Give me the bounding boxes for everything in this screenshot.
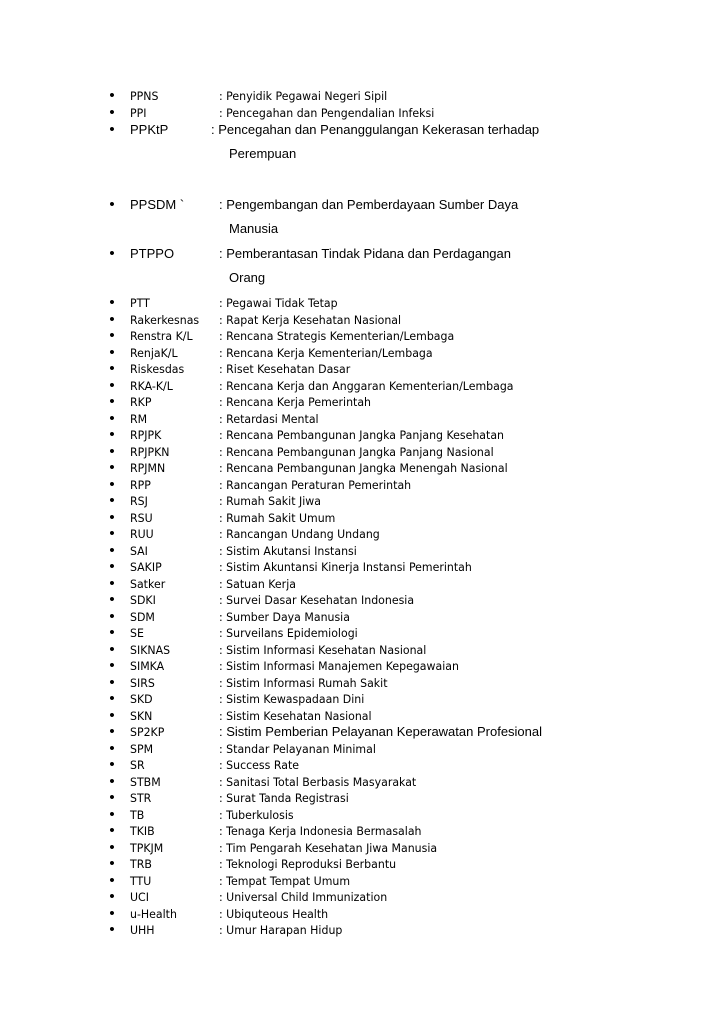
glossary-entry	[0, 922, 728, 938]
entry-abbreviation: SIRS	[130, 675, 155, 690]
glossary-entry	[0, 411, 728, 427]
entry-abbreviation: UHH	[130, 923, 155, 937]
entry-abbreviation: PTPPO	[130, 246, 175, 261]
entry-abbreviation: SDM	[130, 609, 155, 624]
glossary-entry	[0, 691, 728, 707]
glossary-entry	[0, 559, 728, 575]
glossary-entry	[0, 774, 728, 790]
glossary-entry	[0, 807, 728, 823]
entry-abbreviation: TKIB	[130, 824, 155, 838]
entry-definition: : Rencana Kerja Pemerintah	[219, 395, 372, 409]
bullet-icon: •	[109, 459, 115, 476]
glossary-entry	[0, 790, 728, 806]
entry-definition: : Rencana Pembangunan Jangka Menengah Nasional	[219, 461, 508, 475]
bullet-icon: •	[109, 104, 115, 121]
glossary-entry	[0, 105, 728, 121]
glossary-entry	[0, 906, 728, 922]
bullet-icon: •	[109, 327, 115, 344]
entry-definition: : Penyidik Pegawai Negeri Sipil	[219, 89, 388, 103]
glossary-entry	[0, 493, 728, 509]
entry-abbreviation: SAI	[130, 543, 148, 558]
entry-abbreviation: TRB	[130, 857, 152, 871]
entry-definition: : Rumah Sakit Jiwa	[219, 494, 321, 508]
glossary-entry	[0, 741, 728, 757]
entry-abbreviation: PTT	[130, 296, 150, 310]
glossary-entry	[0, 312, 728, 328]
entry-definition: : Pencegahan dan Penanggulangan Kekerasan terhadap	[211, 122, 540, 137]
bullet-icon: •	[109, 525, 115, 542]
entry-definition: : Sistim Pemberian Pelayanan Keperawatan Profesional	[219, 724, 543, 739]
bullet-icon: •	[109, 624, 115, 641]
bullet-icon: •	[109, 492, 115, 509]
entry-definition: : Sanitasi Total Berbasis Masyarakat	[219, 774, 417, 789]
glossary-entry	[0, 88, 728, 104]
entry-definition: : Success Rate	[219, 758, 299, 772]
entry-abbreviation: PPNS	[130, 89, 159, 103]
bullet-icon: •	[109, 558, 115, 575]
entry-definition-continuation: Perempuan	[229, 146, 297, 161]
glossary-entry	[0, 757, 728, 773]
entry-definition: : Surveilans Epidemiologi	[219, 626, 358, 640]
entry-abbreviation: Rakerkesnas	[130, 312, 200, 327]
glossary-entry	[0, 675, 728, 691]
bullet-icon: •	[109, 393, 115, 410]
bullet-icon: •	[109, 121, 115, 138]
entry-definition: : Teknologi Reproduksi Berbantu	[219, 857, 397, 871]
bullet-icon: •	[109, 574, 115, 592]
entry-definition: : Sistim Akutansi Instansi	[219, 543, 357, 558]
entry-definition: : Rapat Kerja Kesehatan Nasional	[219, 312, 402, 327]
bullet-icon: •	[109, 376, 115, 394]
entry-abbreviation: RSU	[130, 510, 153, 525]
entry-definition: : Rumah Sakit Umum	[219, 510, 336, 525]
glossary-entry	[0, 345, 728, 361]
glossary-entry	[0, 378, 728, 394]
entry-definition: : Tempat Tempat Umum	[219, 873, 351, 888]
entry-abbreviation: SE	[130, 626, 144, 640]
entry-abbreviation: Renstra K/L	[130, 329, 193, 343]
bullet-icon: •	[109, 657, 115, 674]
bullet-icon: •	[109, 245, 115, 262]
entry-definition: : Pengembangan dan Pemberdayaan Sumber Daya	[219, 197, 519, 212]
entry-abbreviation: SDKI	[130, 593, 156, 607]
bullet-icon: •	[109, 706, 115, 724]
glossary-entry	[0, 246, 728, 286]
entry-definition: : Retardasi Mental	[219, 411, 319, 426]
entry-definition: : Sistim Informasi Kesehatan Nasional	[219, 642, 427, 657]
glossary-entry	[0, 295, 728, 311]
entry-abbreviation: SR	[130, 758, 145, 772]
bullet-icon: •	[109, 310, 115, 328]
entry-definition: : Pemberantasan Tindak Pidana dan Perdagangan	[219, 246, 511, 261]
entry-abbreviation: UCI	[130, 890, 149, 904]
bullet-icon: •	[109, 442, 115, 460]
entry-abbreviation: SKN	[130, 708, 153, 723]
entry-definition: : Sistim Informasi Rumah Sakit	[219, 675, 388, 690]
entry-abbreviation: TTU	[130, 873, 152, 888]
entry-abbreviation: PPSDM `	[130, 197, 185, 212]
entry-abbreviation: TPKJM	[130, 840, 164, 855]
bullet-icon: •	[109, 196, 115, 213]
glossary-entry	[0, 856, 728, 872]
bullet-icon: •	[109, 475, 115, 493]
glossary-entry	[0, 427, 728, 443]
glossary-entry	[0, 625, 728, 641]
entry-abbreviation: RSJ	[130, 494, 148, 508]
bullet-icon: •	[109, 871, 115, 889]
entry-definition: : Tuberkulosis	[219, 807, 294, 822]
bullet-icon: •	[109, 640, 115, 658]
entry-definition: : Sistim Akuntansi Kinerja Instansi Pemerintah	[219, 560, 472, 574]
entry-definition: : Rencana Kerja Kementerian/Lembaga	[219, 345, 433, 360]
bullet-icon: •	[109, 888, 115, 905]
glossary-entry	[0, 510, 728, 526]
entry-definition: : Sistim Kesehatan Nasional	[219, 708, 372, 723]
entry-definition: : Sumber Daya Manusia	[219, 609, 350, 624]
entry-abbreviation: STR	[130, 791, 152, 805]
entry-definition: : Tim Pengarah Kesehatan Jiwa Manusia	[219, 840, 438, 855]
entry-abbreviation: RKA-K/L	[130, 378, 173, 393]
bullet-icon: •	[109, 805, 115, 823]
entry-definition: : Sistim Kewaspadaan Dini	[219, 692, 365, 706]
entry-definition: : Rencana Strategis Kementerian/Lembaga	[219, 329, 455, 343]
glossary-entry	[0, 197, 728, 237]
entry-definition: : Umur Harapan Hidup	[219, 923, 343, 937]
bullet-icon: •	[109, 756, 115, 773]
bullet-icon: •	[109, 739, 115, 757]
entry-definition: : Pegawai Tidak Tetap	[219, 296, 338, 310]
glossary-entry	[0, 873, 728, 889]
bullet-icon: •	[109, 294, 115, 311]
glossary-entry	[0, 122, 728, 162]
entry-definition: : Tenaga Kerja Indonesia Bermasalah	[219, 824, 422, 838]
entry-definition: : Pencegahan dan Pengendalian Infeksi	[219, 106, 435, 120]
entry-abbreviation: RKP	[130, 395, 152, 409]
entry-abbreviation: RPJPKN	[130, 444, 170, 459]
entry-abbreviation: SAKIP	[130, 560, 162, 574]
glossary-entry	[0, 724, 728, 740]
glossary-entry	[0, 444, 728, 460]
entry-abbreviation: SP2KP	[130, 725, 165, 739]
bullet-icon: •	[109, 838, 115, 856]
bullet-icon: •	[109, 904, 115, 922]
entry-definition: : Rancangan Peraturan Pemerintah	[219, 477, 412, 492]
entry-abbreviation: RM	[130, 411, 148, 426]
bullet-icon: •	[109, 673, 115, 691]
entry-abbreviation: STBM	[130, 774, 161, 789]
entry-abbreviation: SIKNAS	[130, 642, 171, 657]
glossary-entry	[0, 658, 728, 674]
glossary-entry	[0, 477, 728, 493]
glossary-entry	[0, 592, 728, 608]
entry-definition: : Standar Pelayanan Minimal	[219, 741, 376, 756]
bullet-icon: •	[109, 360, 115, 377]
entry-definition: : Universal Child Immunization	[219, 890, 388, 904]
bullet-icon: •	[109, 541, 115, 559]
bullet-icon: •	[109, 426, 115, 443]
glossary-entry	[0, 460, 728, 476]
entry-definition: : Satuan Kerja	[219, 576, 296, 591]
bullet-icon: •	[109, 690, 115, 707]
entry-definition: : Rancangan Undang Undang	[219, 527, 380, 541]
bullet-icon: •	[109, 772, 115, 790]
entry-abbreviation: PPI	[130, 106, 147, 120]
entry-abbreviation: RUU	[130, 527, 154, 541]
glossary-entry	[0, 708, 728, 724]
entry-abbreviation: Riskesdas	[130, 362, 185, 376]
entry-definition: : Rencana Pembangunan Jangka Panjang Nasional	[219, 444, 494, 459]
entry-abbreviation: RPJMN	[130, 461, 166, 475]
glossary-entry	[0, 576, 728, 592]
glossary-entry	[0, 543, 728, 559]
bullet-icon: •	[109, 508, 115, 526]
bullet-icon: •	[109, 409, 115, 427]
bullet-icon: •	[109, 87, 115, 104]
entry-abbreviation: RPJPK	[130, 428, 162, 442]
entry-abbreviation: Satker	[130, 576, 166, 591]
glossary-entry	[0, 642, 728, 658]
bullet-icon: •	[109, 607, 115, 625]
entry-abbreviation: SPM	[130, 741, 154, 756]
entry-definition: : Riset Kesehatan Dasar	[219, 362, 351, 376]
glossary-entry	[0, 394, 728, 410]
entry-definition: : Sistim Informasi Manajemen Kepegawaian	[219, 659, 459, 673]
bullet-icon: •	[109, 855, 115, 872]
entry-definition-continuation: Manusia	[229, 221, 279, 236]
glossary-entry	[0, 609, 728, 625]
glossary-entry	[0, 889, 728, 905]
entry-abbreviation: SKD	[130, 692, 153, 706]
entry-definition: : Survei Dasar Kesehatan Indonesia	[219, 593, 415, 607]
entry-abbreviation: SIMKA	[130, 659, 165, 673]
entry-definition: : Rencana Kerja dan Anggaran Kementerian/Lembaga	[219, 378, 514, 393]
bullet-icon: •	[109, 921, 115, 938]
glossary-entry	[0, 526, 728, 542]
glossary-entry	[0, 840, 728, 856]
entry-definition-continuation: Orang	[229, 270, 266, 285]
glossary-entry	[0, 361, 728, 377]
glossary-entry	[0, 823, 728, 839]
bullet-icon: •	[109, 789, 115, 806]
entry-abbreviation: PPKtP	[130, 122, 169, 137]
bullet-icon: •	[109, 822, 115, 839]
entry-abbreviation: u-Health	[130, 906, 177, 921]
entry-definition: : Surat Tanda Registrasi	[219, 791, 349, 805]
entry-abbreviation: RenjaK/L	[130, 345, 178, 360]
entry-definition: : Ubiquteous Health	[219, 906, 329, 921]
bullet-icon: •	[109, 343, 115, 361]
bullet-icon: •	[109, 723, 115, 740]
bullet-icon: •	[109, 591, 115, 608]
entry-definition: : Rencana Pembangunan Jangka Panjang Kesehatan	[219, 428, 505, 442]
entry-abbreviation: RPP	[130, 477, 151, 492]
entry-abbreviation: TB	[130, 807, 145, 822]
glossary-entry	[0, 328, 728, 344]
